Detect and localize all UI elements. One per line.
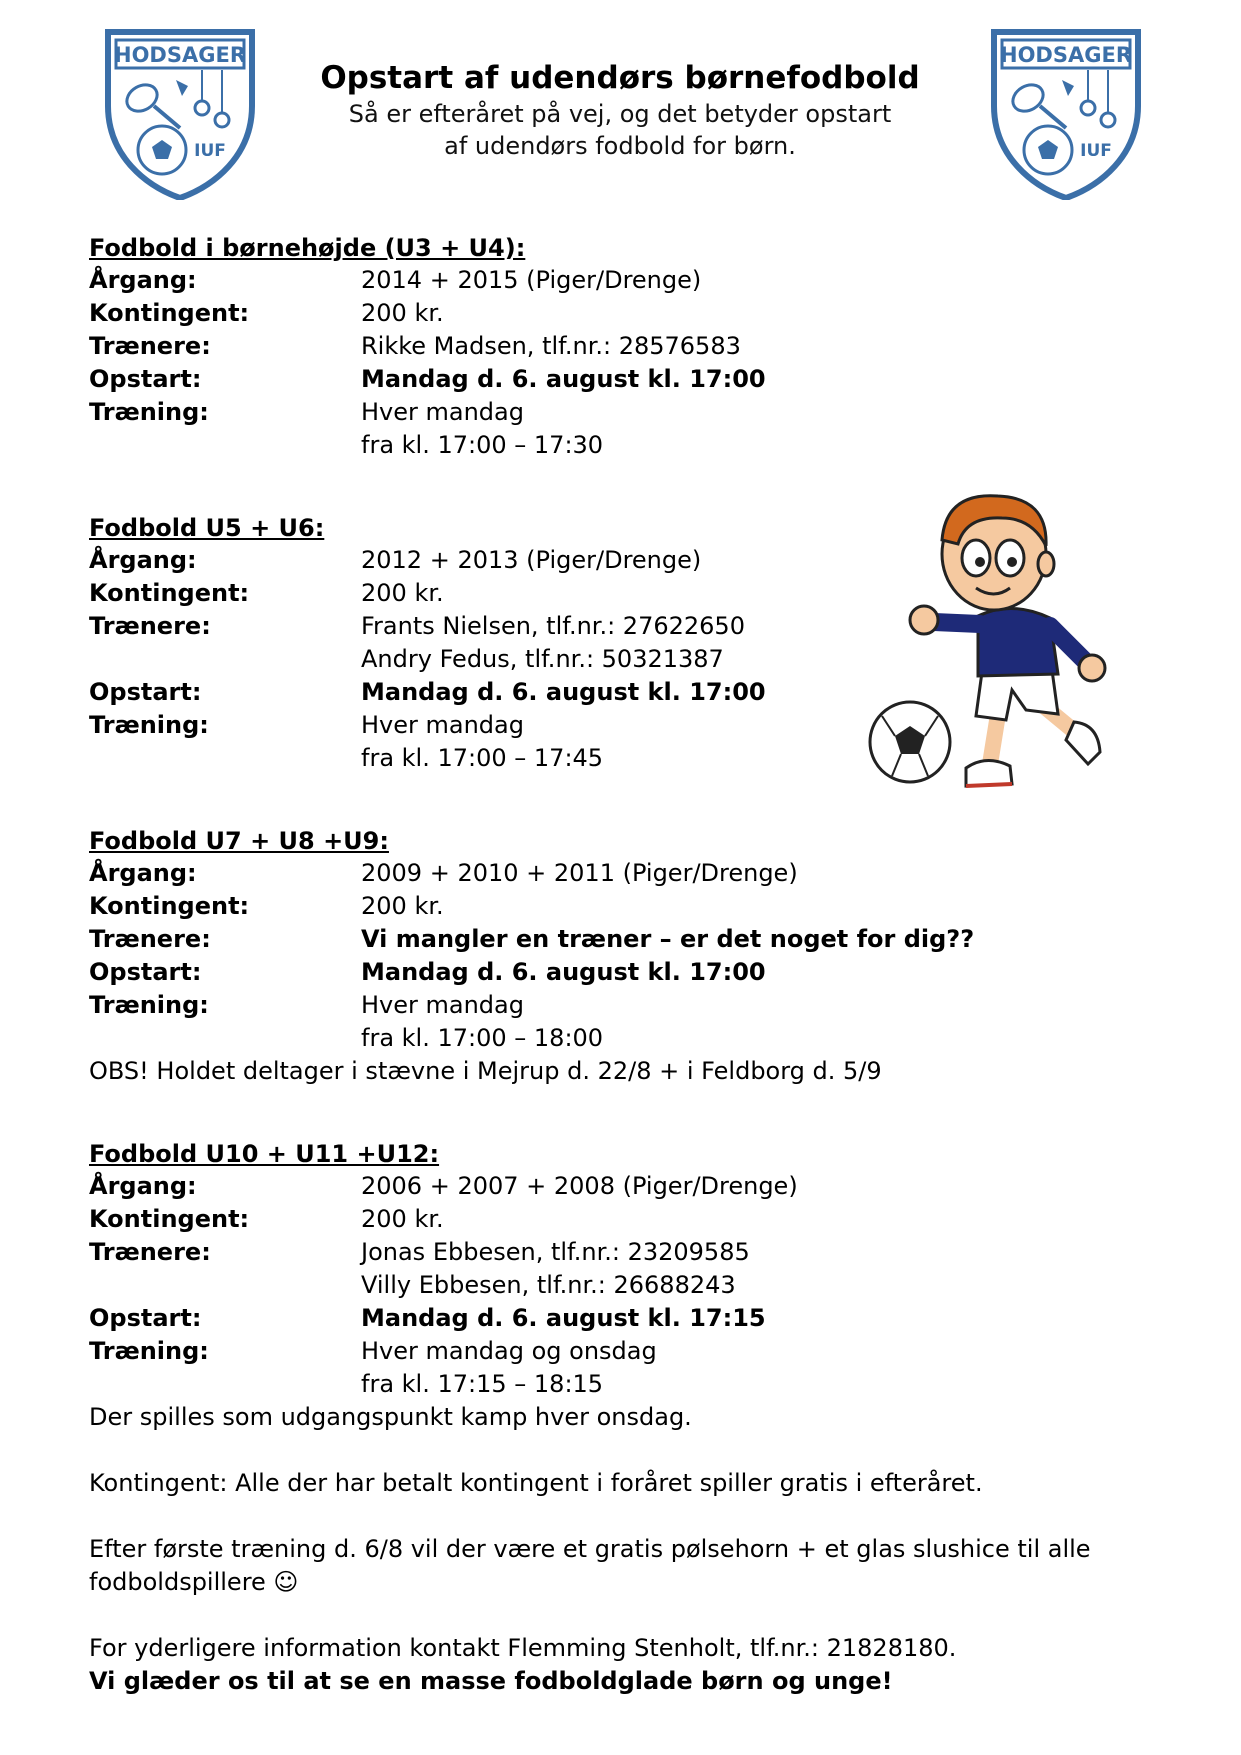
section-u7-u9 (89, 825, 1189, 1088)
traening-time: fra kl. 17:15 – 18:15 (361, 1370, 604, 1398)
kontingent-label: Kontingent: (89, 579, 250, 607)
traenere-row (89, 330, 1189, 363)
kontingent-row (89, 297, 1189, 330)
kontingent-label: Kontingent: (89, 892, 250, 920)
traening-row (89, 396, 1189, 429)
section-u5-u6 (89, 512, 1189, 775)
traener-value: Andry Fedus, tlf.nr.: 50321387 (361, 645, 724, 673)
traenere-row (89, 610, 1189, 643)
efter-line-2: fodboldspillere ☺ (89, 1568, 299, 1596)
opstart-label: Opstart: (89, 1304, 202, 1332)
page-title: Opstart af udendørs børnefodbold (320, 60, 920, 96)
aargang-row (89, 264, 1189, 297)
section-u10-u12 (89, 1138, 1189, 1434)
traenere-label: Trænere: (89, 925, 211, 953)
traening-time-row (89, 1368, 1189, 1401)
aargang-label: Årgang: (89, 266, 197, 294)
traening-day: Hver mandag (361, 711, 524, 739)
aargang-row (89, 857, 1189, 890)
page-header (260, 58, 980, 162)
traening-row (89, 989, 1189, 1022)
opstart-label: Opstart: (89, 678, 202, 706)
aargang-row (89, 544, 1189, 577)
traener-value: Villy Ebbesen, tlf.nr.: 26688243 (361, 1271, 736, 1299)
kontingent-label: Kontingent: (89, 1205, 250, 1233)
section-note: Der spilles som udgangspunkt kamp hver onsdag. (89, 1403, 692, 1431)
opstart-label: Opstart: (89, 958, 202, 986)
kontingent-value: 200 kr. (361, 1205, 444, 1233)
traening-day: Hver mandag (361, 398, 524, 426)
subtitle-line-1: Så er efteråret på vej, og det betyder opstart (348, 100, 892, 128)
logo-name-text: HODSAGER (114, 43, 246, 67)
opstart-row (89, 676, 1189, 709)
section-title: Fodbold i børnehøjde (U3 + U4): (89, 234, 526, 262)
traening-day: Hver mandag og onsdag (361, 1337, 657, 1365)
closing-line: Vi glæder os til at se en masse fodboldglade børn og unge! (89, 1667, 893, 1695)
aargang-value: 2006 + 2007 + 2008 (Piger/Drenge) (361, 1172, 798, 1200)
traener-value: Jonas Ebbesen, tlf.nr.: 23209585 (361, 1238, 750, 1266)
traening-label: Træning: (89, 1337, 209, 1365)
section-title: Fodbold U5 + U6: (89, 514, 325, 542)
traening-time: fra kl. 17:00 – 17:45 (361, 744, 604, 772)
kontingent-row (89, 1203, 1189, 1236)
opstart-value: Mandag d. 6. august kl. 17:15 (361, 1304, 766, 1332)
traenere-label: Trænere: (89, 612, 211, 640)
logo-sub-text: IUF (1080, 141, 1112, 161)
traener-value: Vi mangler en træner – er det noget for dig?? (361, 925, 975, 953)
kontingent-note: Kontingent: Alle der har betalt kontingent i foråret spiller gratis i efteråret. (89, 1469, 983, 1497)
traening-row (89, 1335, 1189, 1368)
kontingent-row (89, 890, 1189, 923)
club-logo-left (102, 28, 258, 200)
kontingent-value: 200 kr. (361, 299, 444, 327)
traening-time-row (89, 1022, 1189, 1055)
opstart-row (89, 956, 1189, 989)
opstart-row (89, 363, 1189, 396)
aargang-value: 2009 + 2010 + 2011 (Piger/Drenge) (361, 859, 798, 887)
traenere-row (89, 1236, 1189, 1269)
main-content (89, 232, 1189, 1698)
aargang-value: 2012 + 2013 (Piger/Drenge) (361, 546, 702, 574)
traenere-row (89, 923, 1189, 956)
traening-label: Træning: (89, 991, 209, 1019)
kontingent-value: 200 kr. (361, 579, 444, 607)
traening-time-row (89, 742, 1189, 775)
logo-name-text: HODSAGER (1000, 43, 1132, 67)
subtitle-line-2: af udendørs fodbold for børn. (444, 132, 796, 160)
opstart-label: Opstart: (89, 365, 202, 393)
opstart-value: Mandag d. 6. august kl. 17:00 (361, 678, 766, 706)
aargang-label: Årgang: (89, 859, 197, 887)
traening-label: Træning: (89, 398, 209, 426)
aargang-row (89, 1170, 1189, 1203)
opstart-value: Mandag d. 6. august kl. 17:00 (361, 365, 766, 393)
aargang-label: Årgang: (89, 546, 197, 574)
section-title: Fodbold U7 + U8 +U9: (89, 827, 389, 855)
traening-time: fra kl. 17:00 – 17:30 (361, 431, 604, 459)
logo-sub-text: IUF (194, 141, 226, 161)
section-u3-u4 (89, 232, 1189, 462)
aargang-value: 2014 + 2015 (Piger/Drenge) (361, 266, 702, 294)
aargang-label: Årgang: (89, 1172, 197, 1200)
traener-value: Frants Nielsen, tlf.nr.: 27622650 (361, 612, 745, 640)
traening-time-row (89, 429, 1189, 462)
traenere-row-2 (89, 643, 1189, 676)
opstart-row (89, 1302, 1189, 1335)
section-title: Fodbold U10 + U11 +U12: (89, 1140, 440, 1168)
contact-line: For yderligere information kontakt Flemming Stenholt, tlf.nr.: 21828180. (89, 1634, 957, 1662)
club-logo-right (988, 28, 1144, 200)
traenere-label: Trænere: (89, 332, 211, 360)
traening-label: Træning: (89, 711, 209, 739)
kontingent-value: 200 kr. (361, 892, 444, 920)
efter-line-1: Efter første træning d. 6/8 vil der være et gratis pølsehorn + et glas slushice til alle (89, 1535, 1091, 1563)
traening-day: Hver mandag (361, 991, 524, 1019)
kontingent-row (89, 577, 1189, 610)
traener-value: Rikke Madsen, tlf.nr.: 28576583 (361, 332, 741, 360)
section-note: OBS! Holdet deltager i stævne i Mejrup d. 22/8 + i Feldborg d. 5/9 (89, 1057, 882, 1085)
opstart-value: Mandag d. 6. august kl. 17:00 (361, 958, 766, 986)
traening-time: fra kl. 17:00 – 18:00 (361, 1024, 604, 1052)
kontingent-label: Kontingent: (89, 299, 250, 327)
traening-row (89, 709, 1189, 742)
traenere-label: Trænere: (89, 1238, 211, 1266)
traenere-row-2 (89, 1269, 1189, 1302)
